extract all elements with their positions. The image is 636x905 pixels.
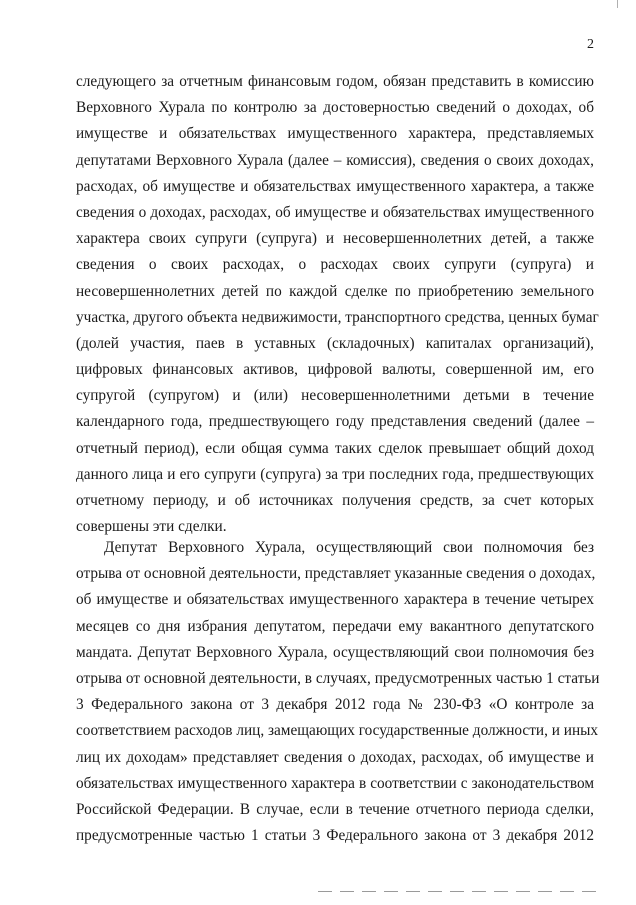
text-line: Российской Федерации. В случае, если в течение отчетного периода сделки, (76, 800, 594, 818)
text-line: несовершеннолетних детей по каждой сделке по приобретению земельного (76, 282, 594, 300)
text-line: расходах, об имуществе и обязательствах имущественного характера, а также (76, 177, 594, 195)
scan-artifact (472, 891, 486, 892)
text-line: об имуществе и обязательствах имущественного характера в течение четырех (76, 591, 594, 609)
text-line: лиц их доходам» представляет сведения о доходах, расходах, об имуществе и (76, 748, 594, 766)
text-line: сведения о доходах, расходах, об имуществе и обязательствах имущественного (76, 203, 594, 221)
text-line: обязательствах имущественного характера в соответствии с законодательством (76, 774, 594, 792)
text-line: цифровых финансовых активов, цифровой валюты, совершенной им, его (76, 361, 594, 379)
text-line: месяцев со дня избрания депутатом, передачи ему вакантного депутатского (76, 617, 594, 635)
scan-artifact (538, 891, 552, 892)
text-line: супругой (супругом) и (или) несовершеннолетними детьми в течение (76, 387, 594, 405)
text-line: предусмотренные частью 1 статьи 3 Федерального закона от 3 декабря 2012 (76, 827, 594, 845)
scan-artifact (384, 891, 398, 892)
text-line: мандата. Депутат Верховного Хурала, осуществляющий свои полномочия без (76, 643, 594, 661)
text-line: (долей участия, паев в уставных (складочных) капиталах организаций), (76, 334, 594, 352)
text-line: участка, другого объекта недвижимости, транспортного средства, ценных бумаг (76, 308, 599, 326)
page-number: 2 (587, 37, 594, 52)
text-line: совершены эти сделки. (76, 518, 227, 536)
scan-corner-mark (617, 0, 618, 8)
scan-artifact (494, 891, 508, 892)
text-line: депутатами Верховного Хурала (далее – комиссия), сведения о своих доходах, (76, 151, 594, 169)
text-line: данного лица и его супруги (супруга) за три последних года, предшествующих (76, 465, 594, 483)
paragraph-2 (76, 535, 600, 849)
text-line: соответствием расходов лиц, замещающих государственные должности, и иных (76, 722, 599, 740)
scan-artifact (450, 891, 464, 892)
text-line: отрыва от основной деятельности, представляет указанные сведения о доходах, (76, 565, 596, 583)
scan-artifact (340, 891, 354, 892)
scan-artifact (428, 891, 442, 892)
text-line: отчетный период), если общая сумма таких сделок превышает общий доход (76, 439, 594, 457)
text-line: характера своих супруги (супруга) и несовершеннолетних детей, а также (76, 230, 594, 248)
scan-artifact (516, 891, 530, 892)
text-line: имуществе и обязательствах имущественного характера, представляемых (76, 125, 594, 143)
scan-artifact (318, 891, 332, 892)
scan-artifact (362, 891, 376, 892)
scan-artifact (582, 891, 596, 892)
text-line: Депутат Верховного Хурала, осуществляющий свои полномочия без (104, 539, 594, 556)
scan-artifact (560, 891, 574, 892)
scan-artifact (406, 891, 420, 892)
text-line: 3 Федерального закона от 3 декабря 2012 года № 230-ФЗ «О контроле за (76, 696, 594, 714)
text-line: календарного года, предшествующего году представления сведений (далее – (76, 413, 594, 431)
text-line: следующего за отчетным финансовым годом, обязан представить в комиссию (76, 73, 594, 90)
text-line: отчетному периоду, и об источниках получения средств, за счет которых (76, 492, 594, 509)
text-line: Верховного Хурала по контролю за достоверностью сведений о доходах, об (76, 99, 594, 117)
text-line: сведения о своих расходах, о расходах своих супруги (супруга) и (76, 256, 594, 274)
paragraph-1 (76, 69, 599, 540)
text-line: отрыва от основной деятельности, в случаях, предусмотренных частью 1 статьи (76, 669, 600, 687)
